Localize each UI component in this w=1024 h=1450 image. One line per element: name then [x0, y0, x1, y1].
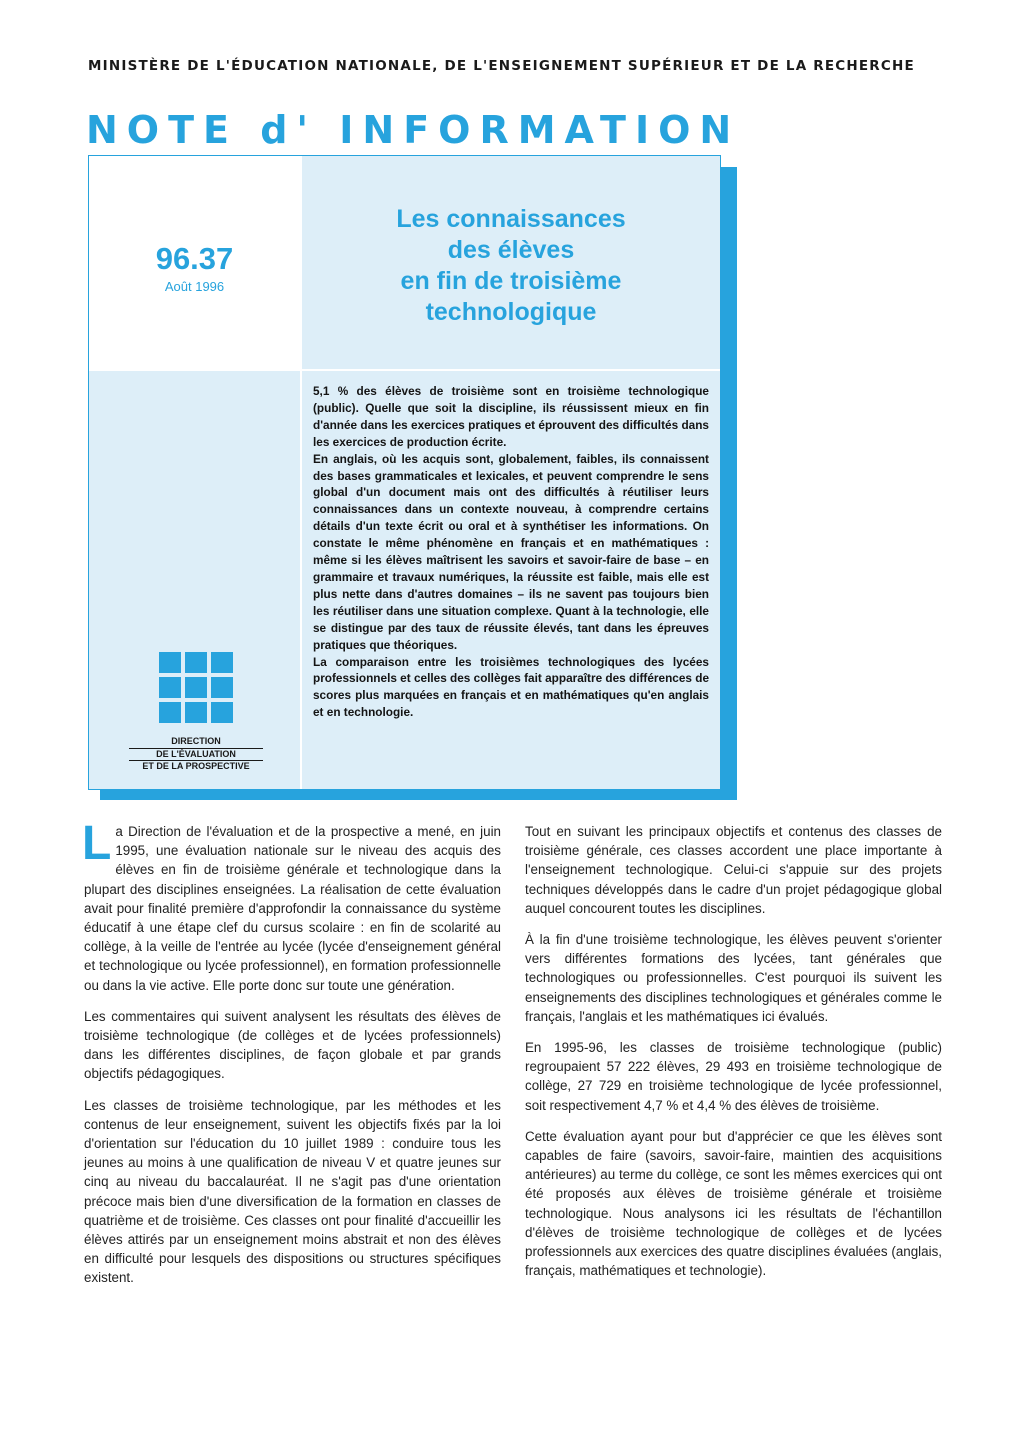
article-title-line: technologique — [425, 298, 597, 326]
body-column-left — [82, 817, 501, 1300]
article-title-line: Les connaissances — [396, 205, 626, 233]
article-title — [302, 204, 720, 328]
summary-paragraph: En anglais, où les acquis sont, globalement, faibles, ils connaissent des bases grammaticales et lexicales, et peuvent comprendre le sens global d'un document mais ont des difficultés à réutiliser leurs connaissances dans un contexte nouveau, à comprendre certains détails d'un texte écrit ou oral et à synthétiser les informations. On constate le même phénomène en français et en mathématiques : même si les élèves maîtrisent les savoirs et savoir-faire de base – en grammaire et travaux numériques, la réussite est faible, mais elle est plus nette dans d'autres domaines – ils ne savent pas toujours bien les réutiliser dans une situation complexe. Quant à la technologie, elle se distingue par des taux de réussite élevés, tant dans les épreuves pratiques que théoriques. — [313, 451, 709, 652]
department-line: ET DE LA PROSPECTIVE — [142, 761, 250, 771]
body-paragraph-text: a Direction de l'évaluation et de la prospective a mené, en juin 1995, une évaluation nationale sur le niveau des acquis des élèves en fin de troisième générale et technologique dans la plupart des disciplines enseignées. La réalisation de cette évaluation avait pour finalité première d'approfondir la connaissance du système éducatif à une étape clef du cursus scolaire : en fin de scolarité au collège, à la veille de l'entrée au lycée (lycée d'enseignement général et technologique ou lycée professionnel), en formation professionnelle ou dans la vie active. Elle porte donc sur toute une génération. — [84, 824, 501, 993]
issue-date: Août 1996 — [164, 279, 225, 294]
body-paragraph: Cette évaluation ayant pour but d'apprécier ce que les élèves sont capables de faire (savoirs, savoir-faire, maintien des acquisitions antérieures) au terme du collège, ce sont les mêmes exercices qui ont été proposés aux élèves de troisième générale et troisième technologique. Nous analysons ici les résultats de l'échantillon d'élèves de troisième technologique de collèges et de lycées professionnels aux exercices des quatre disciplines évaluées (anglais, français, mathématiques et technologie). — [525, 1128, 942, 1279]
body-column-right — [525, 822, 942, 1292]
publication-title: NOTE d' INFORMATION — [86, 108, 741, 152]
issue-number: 96.37 — [155, 241, 234, 276]
direction-logo-grid-icon — [159, 652, 233, 724]
body-paragraph: Les commentaires qui suivent analysent les résultats des élèves de troisième technologique (de collèges et de lycées professionnels) dans les différentes disciplines, de façon globale et par grands objectifs pédagogiques. — [84, 1008, 501, 1082]
ministry-header: MINISTÈRE DE L'ÉDUCATION NATIONALE, DE L'ENSEIGNEMENT SUPÉRIEUR ET DE LA RECHERCHE — [88, 58, 915, 74]
body-paragraph: En 1995-96, les classes de troisième technologique (public) regroupaient 57 222 élèves, 29 493 en troisième technologique de collège, 27 729 en troisième technologique de lycée professionnel, soit respectivement 4,7 % et 4,4 % des élèves de troisième. — [525, 1040, 942, 1113]
department-line: DE L'ÉVALUATION — [129, 748, 263, 762]
body-paragraph: Tout en suivant les principaux objectifs et contenus des classes de troisième générale, ces classes accordent une place importante à l'enseignement technologique. Celui-ci s'appuie sur des projets techniques développés dans le cadre d'un projet pédagogique global auquel concourent toutes les disciplines. — [525, 824, 942, 916]
department-name — [129, 736, 263, 773]
body-paragraph: À la fin d'une troisième technologique, les élèves peuvent s'orienter vers différentes formations des lycées, tant générales que technologiques ou professionnelles. C'est pourquoi ils suivent les enseignements des disciplines technologiques et générales comme le français, l'anglais et les mathématiques ici évalués. — [525, 932, 942, 1024]
summary — [313, 383, 709, 721]
drop-cap: L — [82, 817, 112, 870]
department-line: DIRECTION — [171, 736, 221, 746]
cell-divider-horizontal — [89, 369, 720, 371]
body-paragraph — [82, 817, 501, 995]
body-paragraph: Les classes de troisième technologique, par les méthodes et les contenus de leur enseignement, suivent les objectifs fixés par la loi d'orientation sur l'éducation du 10 juillet 1989 : conduire tous les jeunes au moins à une qualification de niveau V et quatre jeunes sur cinq au niveau du baccalauréat. Il ne s'agit pas d'une orientation précoce mais bien d'une diversification de la formation en classes de quatrième et de troisième. Ces classes ont pour finalité d'accueillir les élèves attirés par un enseignement moins abstrait et non des élèves en difficulté pour lesquels des dispositions ou structures spécifiques existent. — [84, 1097, 501, 1286]
summary-paragraph: La comparaison entre les troisièmes technologiques des lycées professionnels et celles des collèges fait apparaître des différences de scores plus marquées en français et en mathématiques qu'en anglais et en technologie. — [313, 654, 710, 720]
article-title-line: des élèves — [447, 236, 575, 264]
cover-box — [88, 155, 721, 790]
summary-paragraph: 5,1 % des élèves de troisième sont en troisième technologique (public). Quelle que soit la discipline, ils réussissent mieux en fin d'année dans les exercices pratiques et éprouvent des difficultés dans les exercices de production écrite. — [313, 384, 709, 449]
article-title-line: en fin de troisième — [400, 267, 622, 295]
